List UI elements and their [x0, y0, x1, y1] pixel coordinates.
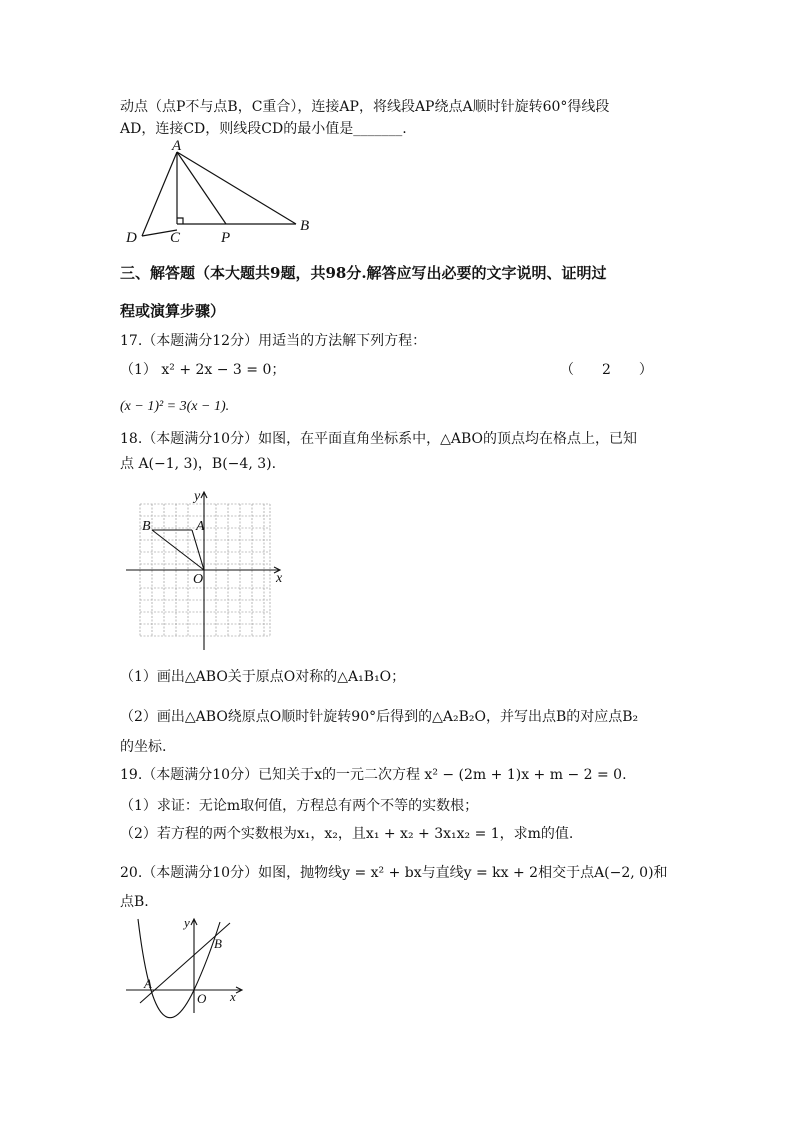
q18-part1: （1）画出△ABO关于原点O对称的△A₁B₁O；: [120, 669, 406, 685]
q16-text-line1: 动点（点P不与点B，C重合），连接AP，将线段AP绕点A顺时针旋转60°得线段: [120, 99, 610, 115]
q18-label-x: x: [276, 571, 283, 586]
section3-heading-line2: 程或演算步骤）: [120, 302, 226, 320]
q18-stem-line1: 18.（本题满分10分）如图，在平面直角坐标系中，△ABO的顶点均在格点上，已知: [120, 431, 637, 447]
q16-label-C: C: [170, 230, 181, 246]
q20-label-B: B: [214, 936, 222, 951]
q20-label-y: y: [184, 915, 190, 930]
q20-stem-line1: 20.（本题满分10分）如图，抛物线y = x² + bx与直线y = kx + 2相交于点A(−2, 0)和: [120, 865, 668, 881]
q20-label-x: x: [230, 989, 236, 1004]
q16-label-A: A: [172, 138, 182, 154]
q16-triangle-figure: [120, 138, 320, 248]
q18-part2-line1: （2）画出△ABO绕原点O顺时针旋转90°后得到的△A₂B₂O，并写出点B的对应点B₂: [120, 709, 639, 725]
q16-label-B: B: [300, 218, 310, 234]
q18-label-B: B: [142, 519, 151, 534]
q20-label-A: A: [144, 976, 152, 991]
q19-stem: 19.（本题满分10分）已知关于x的一元二次方程 x² − (2m + 1)x + m − 2 = 0.: [120, 767, 627, 783]
q18-label-A: A: [196, 519, 205, 534]
q16-label-D: D: [126, 230, 137, 246]
q20-parabola-figure: [124, 915, 248, 1015]
q17-part2-equation: (x − 1)² = 3(x − 1).: [120, 399, 230, 414]
q16-label-P: P: [221, 230, 231, 246]
q18-label-y: y: [194, 489, 201, 504]
q19-part2: （2）若方程的两个实数根为x₁，x₂，且x₁ + x₂ + 3x₁x₂ = 1，求m的值.: [120, 826, 574, 842]
q18-label-O: O: [193, 572, 204, 587]
q18-coordinate-grid-figure: [126, 490, 296, 650]
q17-part1: （1） x² + 2x − 3 = 0；: [120, 362, 286, 378]
q18-stem-line2: 点 A(−1, 3)，B(−4, 3).: [120, 456, 277, 472]
q18-part2-line2: 的坐标.: [120, 739, 167, 755]
q19-part1: （1）求证：无论m取何值，方程总有两个不等的实数根；: [120, 798, 479, 814]
q17-part2-number: （ 2 ）: [560, 362, 653, 378]
section3-heading-line1: 三、解答题（本大题共9题，共98分.解答应写出必要的文字说明、证明过: [120, 264, 607, 282]
q16-text-line2: AD，连接CD，则线段CD的最小值是_______.: [120, 121, 407, 137]
q17-stem: 17.（本题满分12分）用适当的方法解下列方程：: [120, 333, 427, 349]
q20-stem-line2: 点B.: [120, 894, 149, 910]
q20-label-O: O: [197, 991, 207, 1006]
